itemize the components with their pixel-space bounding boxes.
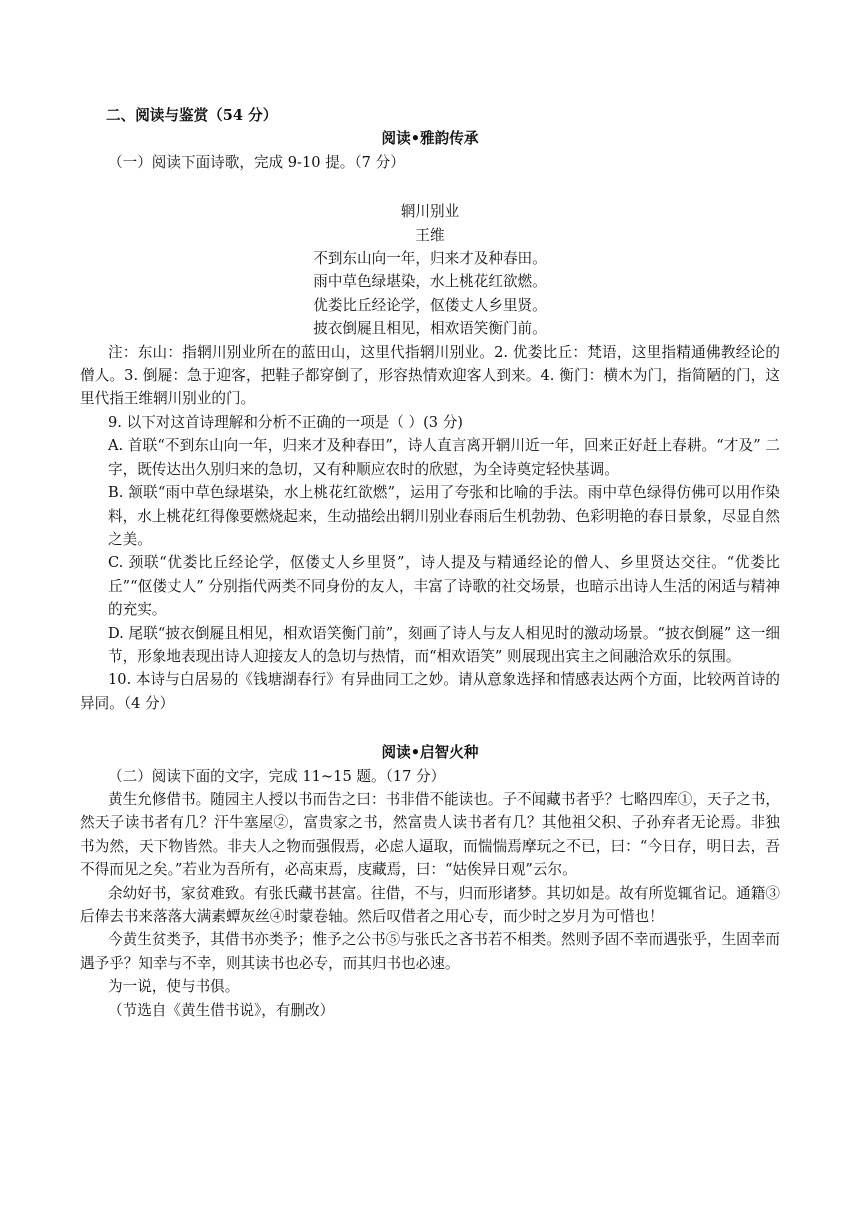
section-title: 二、阅读与鉴赏（54 分） (106, 107, 278, 124)
poem-note: 注：东山：指辋川别业所在的蓝田山，这里代指辋川别业。2. 优娄比丘：梵语，这里指精通佛教经论的僧人。3. 倒屣：急于迎客，把鞋子都穿倒了，形容热情欢迎客人到来。4. 衡门：横木为门，指简陋的门，这里代指王维辋川别业的门。 (80, 343, 780, 408)
poem-title: 辋川别业 (400, 203, 460, 221)
passage-paragraph: 为一说，使与书俱。 (108, 978, 240, 996)
spacer (80, 715, 780, 741)
poem-line: 优娄比丘经论学，伛偻丈人乡里贤。 (313, 296, 547, 314)
question-9-option-b: B. 颔联“雨中草色绿堪染，水上桃花红欲燃”，运用了夸张和比喻的手法。雨中草色绿得仿佛可以用作染料，水上桃花红得像要燃烧起来，生动描绘出辋川别业春雨后生机勃勃、色彩明艳的春日景象，尽显自然之美。 (108, 484, 780, 548)
question-9-stem: 9. 以下对这首诗理解和分析不正确的一项是（ ）(3 分) (108, 413, 463, 431)
passage-source: （节选自《黄生借书说》，有删改） (108, 1001, 335, 1019)
part2-header: 阅读•启智火种 (381, 744, 479, 762)
passage-paragraph: 今黄生贫类予，其借书亦类予；惟予之公书⑤与张氏之吝书若不相类。然则予固不幸而遇张乎，生固幸而遇予乎？知幸与不幸，则其读书也必专，而其归书也必速。 (80, 931, 780, 972)
poem-line: 不到东山向一年，归来才及种春田。 (313, 250, 547, 268)
part2-instruction: （二）阅读下面的文字，完成 11~15 题。（17 分） (108, 767, 446, 785)
question-9-option-a: A. 首联“不到东山向一年，归来才及种春田”，诗人直言离开辋川近一年，回来正好赶上春耕。“才及” 二字，既传达出久别归来的急切，又有种顺应农时的欣慰，为全诗奠定轻快基调。 (108, 437, 780, 478)
question-9-option-c: C. 颈联“优娄比丘经论学，伛偻丈人乡里贤”，诗人提及与精通经论的僧人、乡里贤达交往。“优娄比丘”“伛偻丈人” 分别指代两类不同身份的友人，丰富了诗歌的社交场景，也暗示出诗人生活的闲适与精神的充实。 (108, 554, 780, 619)
passage-paragraph: 余幼好书，家贫难致。有张氏藏书甚富。往借，不与，归而形诸梦。其切如是。故有所览辄省记。通籍③后俸去书来落落大满素蟫灰丝④时蒙卷轴。然后叹借者之用心专，而少时之岁月为可惜也！ (80, 884, 780, 925)
poem-line: 披衣倒屣且相见，相欢语笑衡门前。 (313, 320, 547, 338)
spacer (80, 174, 780, 200)
question-9-option-d: D. 尾联“披衣倒屣且相见，相欢语笑衡门前”，刻画了诗人与友人相见时的激动场景。“披衣倒屣” 这一细节，形象地表现出诗人迎接友人的急切与热情，而“相欢语笑” 则展现出宾主之间融洽欢乐的氛围。 (108, 624, 780, 665)
document-page (80, 104, 780, 1022)
part1-instruction: （一）阅读下面诗歌，完成 9-10 提。（7 分） (108, 153, 405, 171)
part1-header: 阅读•雅韵传承 (381, 130, 479, 148)
poem-author: 王维 (415, 226, 445, 244)
passage-paragraph: 黄生允修借书。随园主人授以书而告之曰：书非借不能读也。子不闻藏书者乎？七略四库①，天子之书，然天子读书者有几？汗牛塞屋②，富贵家之书，然富贵人读书者有几？其他祖父积、子孙弃者无论焉。非独书为然，天下物皆然。非夫人之物而强假焉，必虑人逼取，而惴惴焉摩玩之不已，曰：“今日存，明日去，吾不得而见之矣。”若业为吾所有，必高束焉，庋藏焉，曰：“姑俟异日观”云尔。 (80, 790, 780, 879)
poem-line: 雨中草色绿堪染，水上桃花红欲燃。 (313, 273, 547, 291)
question-10: 10. 本诗与白居易的《钱塘湖春行》有异曲同工之妙。请从意象选择和情感表达两个方面，比较两首诗的异同。（4 分） (80, 671, 780, 712)
